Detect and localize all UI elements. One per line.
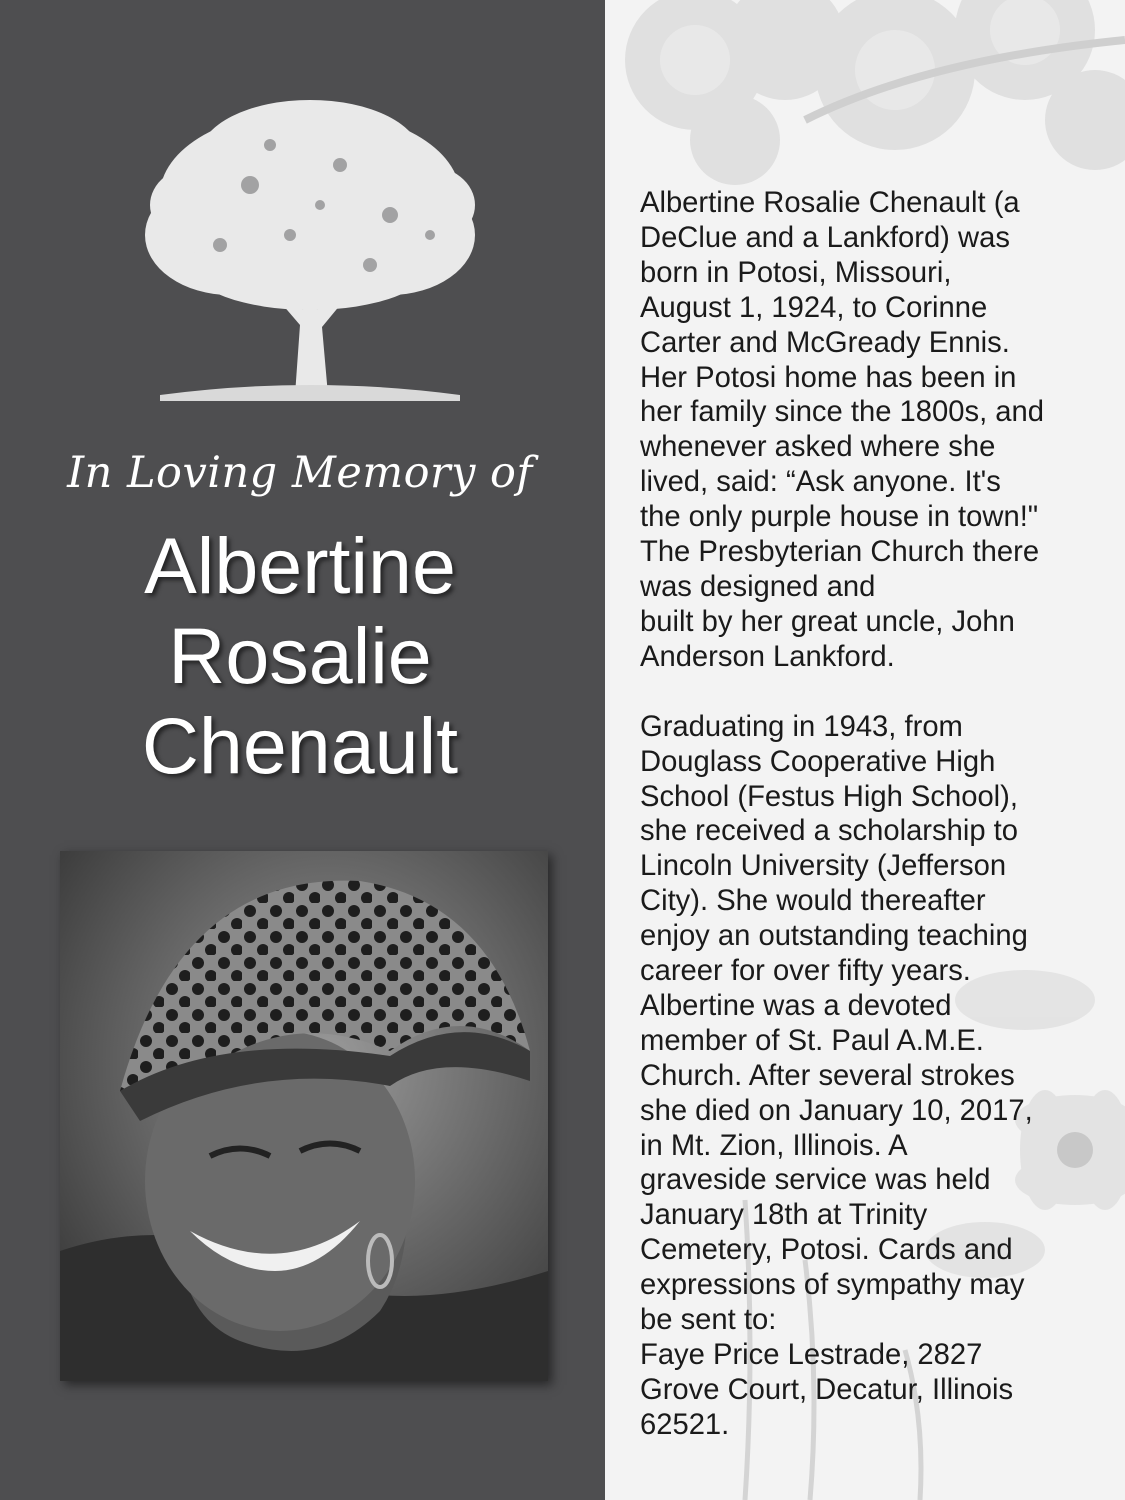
obituary-line: in Mt. Zion, Illinois. A	[640, 1129, 908, 1162]
obituary-line: lived, said: “Ask anyone. It's	[640, 466, 1001, 499]
obituary-line: be sent to:	[640, 1304, 777, 1337]
obituary-line: Albertine was a devoted	[640, 989, 952, 1022]
obituary-line: January 18th at Trinity	[640, 1199, 928, 1232]
obituary-line: Douglass Cooperative High	[640, 745, 996, 778]
name-line-first: Albertine	[144, 521, 456, 610]
obituary-text	[640, 186, 1115, 1443]
right-panel	[605, 0, 1125, 1500]
oak-tree-icon	[140, 95, 480, 405]
obituary-line: expressions of sympathy may	[640, 1269, 1025, 1302]
obituary-line: her family since the 1800s, and	[640, 396, 1044, 429]
obituary-line: enjoy an outstanding teaching	[640, 920, 1028, 953]
obituary-line: graveside service was held	[640, 1164, 991, 1197]
obituary-paragraph-1	[640, 186, 1115, 675]
obituary-line: School (Festus High School),	[640, 780, 1018, 813]
obituary-line: Graduating in 1943, from	[640, 710, 963, 743]
obituary-line: career for over fifty years.	[640, 955, 971, 988]
obituary-line: Her Potosi home has been in	[640, 361, 1017, 394]
obituary-line: 62521.	[640, 1408, 730, 1441]
obituary-line: Lincoln University (Jefferson	[640, 850, 1007, 883]
obituary-line: Grove Court, Decatur, Illinois	[640, 1373, 1014, 1406]
obituary-line: Anderson Lankford.	[640, 640, 895, 673]
obituary-line: she died on January 10, 2017,	[640, 1094, 1033, 1127]
obituary-line: born in Potosi, Missouri,	[640, 256, 952, 289]
obituary-line: Church. After several strokes	[640, 1059, 1015, 1092]
name-line-middle: Rosalie	[168, 611, 432, 700]
obituary-line: was designed and	[640, 570, 876, 603]
obituary-line: built by her great uncle, John	[640, 605, 1015, 638]
in-loving-memory-subtitle: In Loving Memory of	[67, 448, 533, 498]
obituary-line: The Presbyterian Church there	[640, 536, 1040, 569]
obituary-line: City). She would thereafter	[640, 885, 986, 918]
obituary-line: the only purple house in town!"	[640, 501, 1039, 534]
obituary-line: August 1, 1924, to Corinne	[640, 291, 988, 324]
obituary-line: whenever asked where she	[640, 431, 996, 464]
obituary-line: DeClue and a Lankford) was	[640, 221, 1010, 254]
obituary-line: she received a scholarship to	[640, 815, 1019, 848]
obituary-line: Faye Price Lestrade, 2827	[640, 1339, 983, 1371]
obituary-line: Cemetery, Potosi. Cards and	[640, 1234, 1013, 1267]
obituary-line: member of St. Paul A.M.E.	[640, 1024, 984, 1057]
obituary-line: Carter and McGready Ennis.	[640, 326, 1010, 359]
name-line-last: Chenault	[141, 701, 459, 790]
portrait-photo	[60, 851, 548, 1381]
obituary-paragraph-2	[640, 710, 1115, 1443]
obituary-line: Albertine Rosalie Chenault (a	[640, 187, 1020, 219]
